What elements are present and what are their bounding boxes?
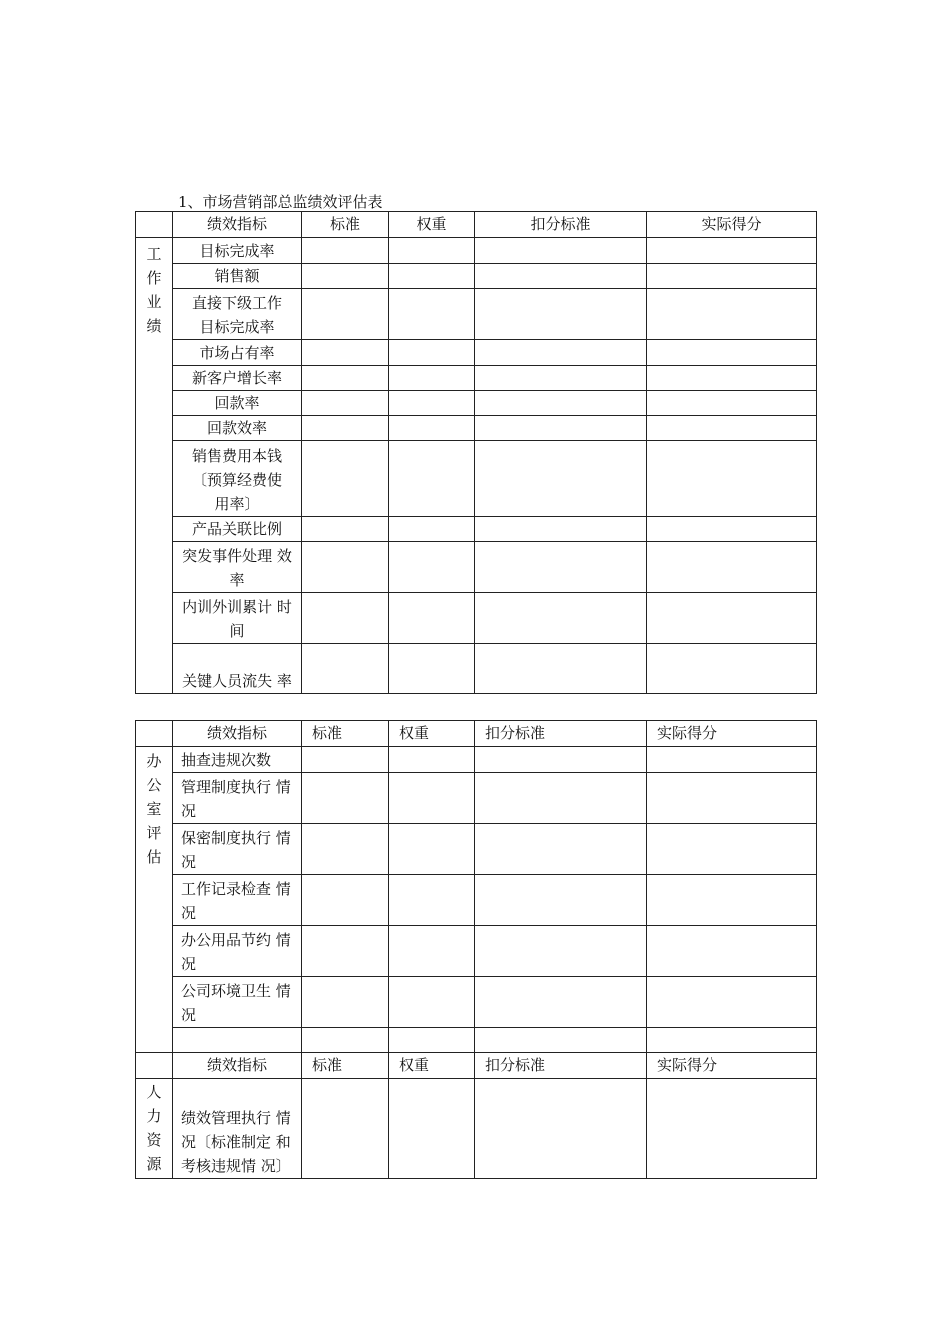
indicator-cell: 市场占有率	[173, 340, 302, 366]
table-row	[136, 977, 817, 1028]
performance-table-work	[135, 211, 817, 694]
section-label-work: 工 作 业 绩	[136, 238, 173, 694]
table-header-row	[136, 721, 817, 747]
corner-cell	[136, 212, 173, 238]
indicator-cell: 工作记录检查 情 况	[173, 875, 302, 926]
table-row	[136, 517, 817, 542]
table-row	[136, 926, 817, 977]
indicator-cell: 目标完成率	[173, 238, 302, 264]
indicator-cell: 回款效率	[173, 416, 302, 441]
table-row	[136, 391, 817, 416]
indicator-cell: 产品关联比例	[173, 517, 302, 542]
indicator-cell: 回款率	[173, 391, 302, 416]
header-indicator: 绩效指标	[173, 1053, 302, 1079]
indicator-cell: 抽查违规次数	[173, 747, 302, 773]
table-header-row	[136, 1053, 817, 1079]
indicator-cell: 新客户增长率	[173, 366, 302, 391]
table-row	[136, 416, 817, 441]
corner-cell	[136, 721, 173, 747]
indicator-cell: 管理制度执行 情 况	[173, 773, 302, 824]
header-indicator: 绩效指标	[173, 721, 302, 747]
indicator-cell: 销售费用本钱 〔预算经费使 用率〕	[173, 441, 302, 517]
performance-table-office-hr	[135, 720, 817, 1179]
corner-cell	[136, 1053, 173, 1079]
indicator-cell: 保密制度执行 情 况	[173, 824, 302, 875]
header-indicator: 绩效指标	[173, 212, 302, 238]
table-row	[136, 264, 817, 289]
header-deduction: 扣分标准	[475, 212, 647, 238]
header-standard: 标准	[302, 212, 389, 238]
section-label-hr: 人 力 资 源	[136, 1079, 173, 1179]
table-row	[136, 773, 817, 824]
table-row	[136, 366, 817, 391]
table-row-empty	[136, 1028, 817, 1053]
table-row	[136, 593, 817, 644]
document-title: 1、市场营销部总监绩效评估表	[178, 193, 383, 211]
table-row	[136, 747, 817, 773]
indicator-cell: 关键人员流失 率	[173, 644, 302, 694]
table-row	[136, 644, 817, 694]
indicator-cell: 突发事件处理 效 率	[173, 542, 302, 593]
table-row	[136, 340, 817, 366]
table-row	[136, 824, 817, 875]
indicator-cell: 办公用品节约 情 况	[173, 926, 302, 977]
header-score: 实际得分	[647, 1053, 817, 1079]
indicator-cell: 销售额	[173, 264, 302, 289]
indicator-cell: 公司环境卫生 情 况	[173, 977, 302, 1028]
header-weight: 权重	[389, 212, 475, 238]
header-weight: 权重	[389, 1053, 475, 1079]
table-row	[136, 441, 817, 517]
table-row	[136, 542, 817, 593]
table-row	[136, 1079, 817, 1179]
table-row	[136, 289, 817, 340]
header-deduction: 扣分标准	[475, 721, 647, 747]
header-weight: 权重	[389, 721, 475, 747]
indicator-cell: 内训外训累计 时 间	[173, 593, 302, 644]
header-score: 实际得分	[647, 212, 817, 238]
table-row	[136, 875, 817, 926]
section-label-office: 办 公 室 评 估	[136, 747, 173, 1053]
header-deduction: 扣分标准	[475, 1053, 647, 1079]
table-row	[136, 238, 817, 264]
indicator-cell: 直接下级工作 目标完成率	[173, 289, 302, 340]
header-standard: 标准	[302, 721, 389, 747]
indicator-cell: 绩效管理执行 情 况〔标准制定 和 考核违规情 况〕	[173, 1079, 302, 1179]
header-score: 实际得分	[647, 721, 817, 747]
header-standard: 标准	[302, 1053, 389, 1079]
table-header-row	[136, 212, 817, 238]
